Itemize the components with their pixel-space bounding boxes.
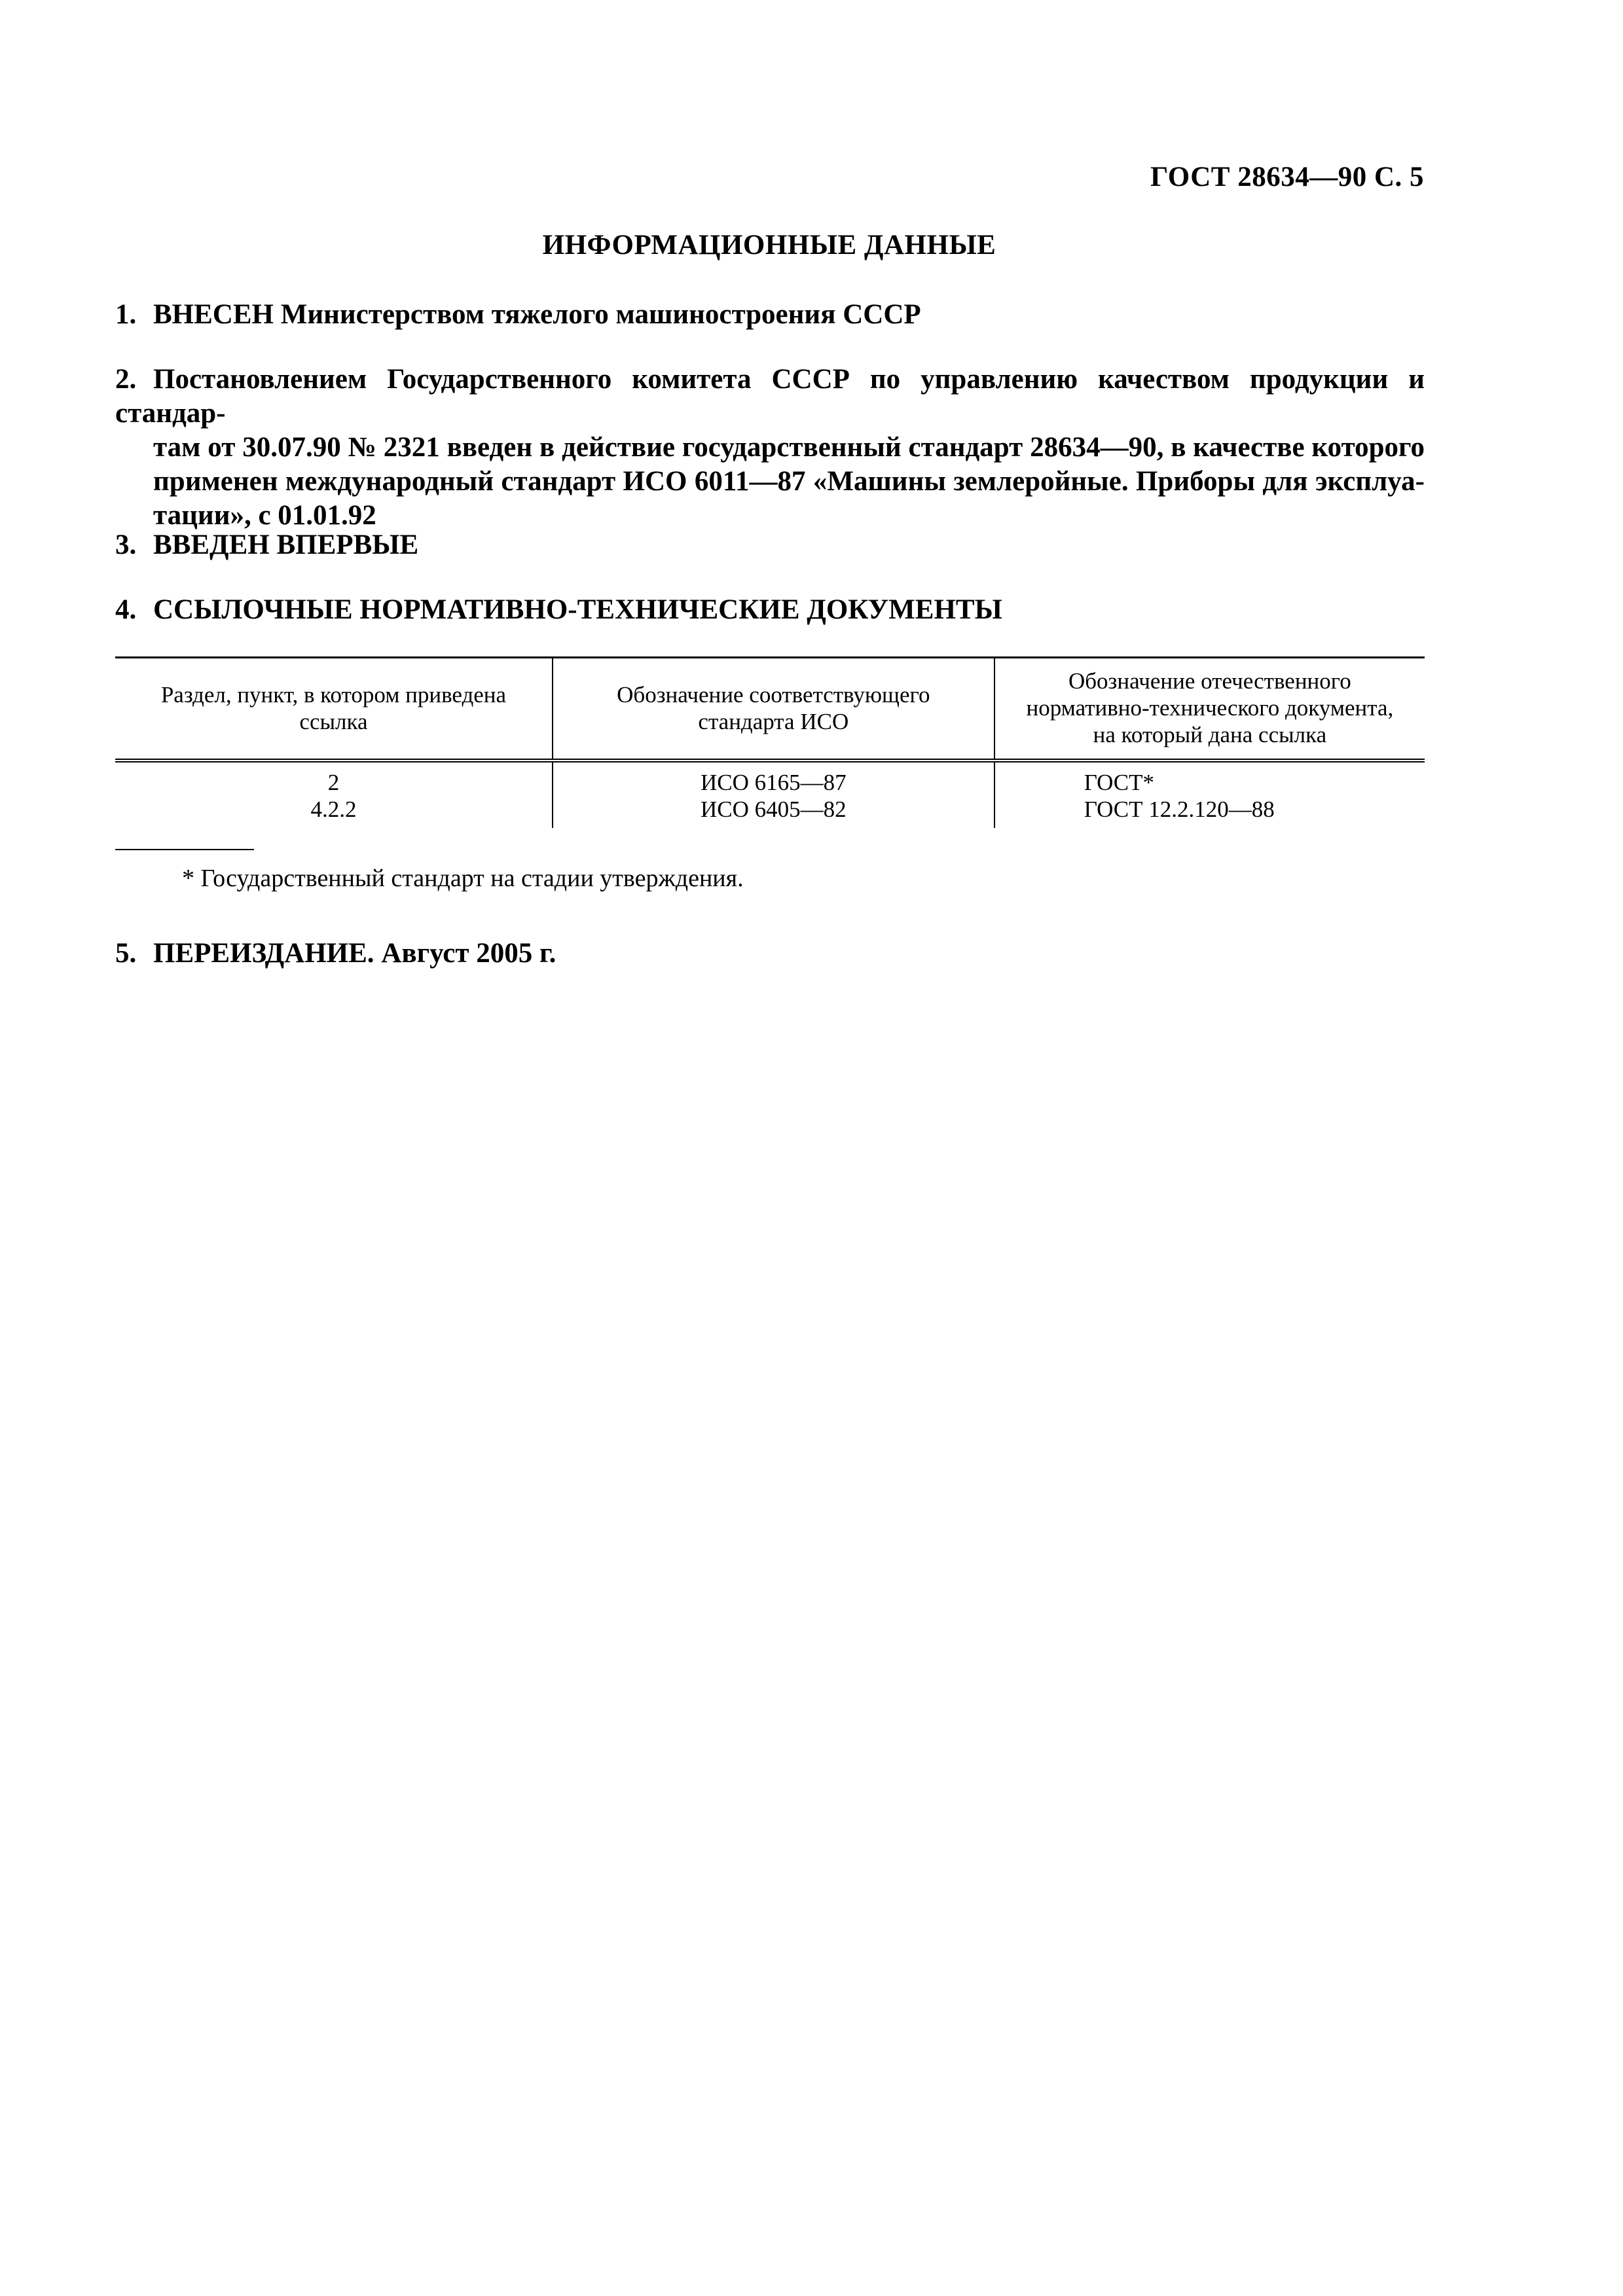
column-header-national-doc — [994, 658, 1425, 761]
item-2-line-3: применен международный стандарт ИСО 6011—87 «Машины землеройные. Приборы для эксплуа- — [153, 466, 1425, 497]
cell-national-doc — [994, 761, 1425, 828]
item-text: ВВЕДЕН ВПЕРВЫЕ — [153, 529, 419, 560]
item-3 — [115, 528, 1425, 562]
item-text: ПЕРЕИЗДАНИЕ. Август 2005 г. — [153, 938, 556, 969]
item-4 — [115, 593, 1425, 627]
column-header-iso — [553, 658, 994, 761]
item-number: 3. — [115, 529, 137, 560]
header-line: ссылка — [299, 708, 368, 734]
item-number: 1. — [115, 299, 137, 330]
table-header-row — [115, 658, 1425, 761]
item-text: Постановлением Государственного комитета СССР по управлению качеством продукции и стандар- — [115, 364, 1425, 429]
cell-value: 4.2.2 — [310, 797, 357, 822]
header-line: Раздел, пункт, в котором приведена — [160, 681, 507, 708]
footnote: * Государственный стандарт на стадии утверждения. — [182, 865, 744, 892]
header-line: на который дана ссылка — [1093, 722, 1327, 747]
item-number: 5. — [115, 938, 137, 969]
cell-value: ИСО 6165—87 — [700, 770, 847, 795]
document-title: ИНФОРМАЦИОННЫЕ ДАННЫЕ — [542, 230, 996, 260]
cell-iso-standard — [553, 761, 994, 828]
footnote-rule — [115, 849, 254, 850]
header-line: нормативно-технического документа, — [1026, 695, 1394, 721]
cell-value: ГОСТ* — [1084, 770, 1155, 795]
header-line: Обозначение отечественного — [1068, 668, 1351, 694]
item-2-line-2: там от 30.07.90 № 2321 введен в действие государственный стандарт 28634—90, в качестве которого — [153, 432, 1425, 463]
item-number: 2. — [115, 364, 137, 395]
cell-value: ИСО 6405—82 — [700, 797, 847, 822]
item-2-line-1 — [115, 363, 1425, 431]
column-header-section — [115, 658, 553, 761]
cell-value: 2 — [327, 770, 340, 795]
item-5 — [115, 937, 1425, 971]
page-header: ГОСТ 28634—90 С. 5 — [1150, 162, 1424, 192]
cell-value: ГОСТ 12.2.120—88 — [1084, 797, 1275, 822]
item-1 — [115, 298, 1425, 332]
table-row — [115, 761, 1425, 828]
item-text: ССЫЛОЧНЫЕ НОРМАТИВНО-ТЕХНИЧЕСКИЕ ДОКУМЕНТЫ — [153, 594, 1002, 625]
item-number: 4. — [115, 594, 137, 625]
header-line: стандарта ИСО — [698, 708, 849, 734]
header-line: Обозначение соответствующего — [617, 681, 930, 708]
item-2 — [115, 363, 1425, 533]
references-table — [115, 656, 1425, 828]
cell-section — [115, 761, 553, 828]
item-text: ВНЕСЕН Министерством тяжелого машиностроения СССР — [153, 299, 921, 330]
item-2-line-4: тации», с 01.01.92 — [153, 500, 376, 531]
